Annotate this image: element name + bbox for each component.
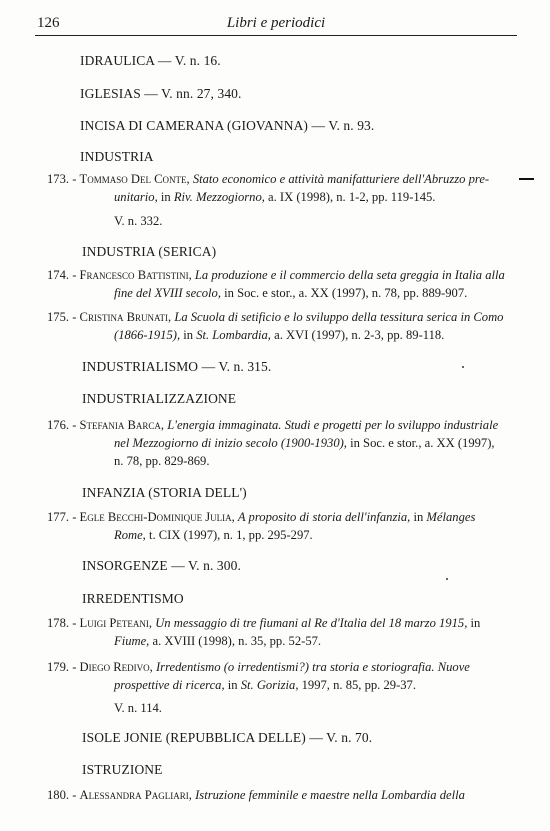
entry-journal: Riv. Mezzogiorno, [173, 190, 265, 204]
entry-journal: St. Lombardia, [196, 328, 271, 342]
entry-journal: St. Gorizia, [240, 678, 299, 692]
heading-industrializzazione: INDUSTRIALIZZAZIONE [82, 391, 237, 406]
heading-istruzione: ISTRUZIONE [82, 762, 163, 777]
heading-incisa: INCISA DI CAMERANA (GIOVANNA) — V. n. 93. [80, 118, 375, 133]
entry-journal: Fiume, [114, 634, 150, 648]
heading-iglesias: IGLESIAS — V. nn. 27, 340. [80, 86, 242, 101]
entry-179-line-2 [114, 678, 416, 693]
scan-speck [462, 366, 464, 368]
entry-173-line-1 [47, 172, 489, 187]
entry-author: Cristina Brunati, [79, 310, 172, 324]
running-header [35, 13, 517, 36]
entry-175-line-2 [114, 328, 444, 343]
entry-citation: in Soc. e stor., a. XX (1997), [346, 436, 495, 450]
entry-number: 180. - [47, 788, 77, 802]
entry-number: 176. - [47, 418, 77, 432]
entry-title-cont: nel Mezzogiorno di inizio secolo (1900-1930), [114, 436, 347, 450]
entry-number: 177. - [47, 510, 77, 524]
entry-175-line-1 [47, 310, 503, 325]
entry-176-line-3: n. 78, pp. 829-869. [114, 454, 210, 468]
heading-insorgenze: INSORGENZE — V. n. 300. [82, 558, 241, 573]
entry-number: 179. - [47, 660, 77, 674]
entry-author: Alessandra Pagliari, [79, 788, 192, 802]
entry-174-line-2 [114, 286, 467, 301]
entry-177-line-1 [47, 510, 475, 525]
entry-title: Istruzione femminile e maestre nella Lombardia della [195, 788, 465, 802]
entry-citation: a. XVIII (1998), n. 35, pp. 52-57. [149, 634, 322, 648]
entry-title: L'energia immaginata. Studi e progetti per lo sviluppo industriale [167, 418, 499, 432]
heading-industria: INDUSTRIA [80, 149, 154, 164]
entry-citation: t. CIX (1997), n. 1, pp. 295-297. [145, 528, 313, 542]
entry-citation: a. XVI (1997), n. 2-3, pp. 89-118. [270, 328, 445, 342]
scan-speck [446, 578, 448, 580]
heading-irredentismo: IRREDENTISMO [82, 591, 184, 606]
running-title: Libri e periodici [226, 15, 326, 31]
entry-number: 175. - [47, 310, 77, 324]
heading-industria-serica: INDUSTRIA (SERICA) [82, 244, 217, 259]
entry-178-line-2 [114, 634, 321, 649]
entry-173-line-2 [114, 190, 435, 205]
entry-number: 173. - [47, 172, 77, 186]
entry-author: Tommaso Del Conte, [79, 172, 190, 186]
entry-179-see: V. n. 114. [114, 701, 162, 715]
heading-industrialismo: INDUSTRIALISMO — V. n. 315. [82, 359, 272, 374]
entry-text: in [224, 678, 241, 692]
entry-177-line-2 [114, 528, 313, 543]
heading-infanzia: INFANZIA (STORIA DELL') [82, 485, 247, 500]
entry-title: Un messaggio di tre fiumani al Re d'Italia del 18 marzo 1915, [155, 616, 468, 630]
entry-journal-cont: Rome, [114, 528, 146, 542]
entry-text: in [180, 328, 197, 342]
entry-author: Stefania Barca, [79, 418, 165, 432]
entry-title-cont: (1866-1915), [114, 328, 181, 342]
entry-journal: Mélanges [426, 510, 476, 524]
entry-number: 178. - [47, 616, 77, 630]
entry-author: Egle Becchi-Dominique Julia, [79, 510, 235, 524]
entry-text: in [410, 510, 427, 524]
entry-176-line-2 [114, 436, 495, 451]
entry-number: 174. - [47, 268, 77, 282]
entry-title: La produzione e il commercio della seta greggia in Italia alla [194, 268, 505, 282]
entry-title: A proposito di storia dell'infanzia, [237, 510, 411, 524]
entry-author: Diego Redivo, [79, 660, 153, 674]
entry-author: Francesco Battistini, [79, 268, 192, 282]
heading-idraulica: IDRAULICA — V. n. 16. [80, 53, 221, 68]
heading-isole-jonie: ISOLE JONIE (REPUBBLICA DELLE) — V. n. 70. [82, 730, 373, 745]
entry-title: La Scuola di setificio e lo sviluppo della tessitura serica in Como [174, 310, 504, 324]
entry-text: in [157, 190, 174, 204]
entry-citation: in Soc. e stor., a. XX (1997), n. 78, pp. 889-907. [221, 286, 468, 300]
page-number: 126 [37, 15, 60, 31]
entry-180-line-1 [47, 788, 465, 803]
entry-citation: a. IX (1998), n. 1-2, pp. 119-145. [264, 190, 436, 204]
entry-title: Irredentismo (o irredentismi?) tra storia e storiografia. Nuove [155, 660, 470, 674]
entry-173-see: V. n. 332. [114, 214, 163, 228]
entry-176-line-1 [47, 418, 498, 433]
margin-mark [519, 178, 534, 180]
entry-179-line-1 [47, 660, 470, 675]
entry-title-cont: fine del XVIII secolo, [114, 286, 222, 300]
entry-title: Stato economico e attività manifatturiere dell'Abruzzo pre- [192, 172, 490, 186]
entry-title-cont: prospettive di ricerca, [114, 678, 225, 692]
entry-title-cont: unitario, [114, 190, 158, 204]
entry-author: Luigi Peteani, [79, 616, 153, 630]
entry-citation: 1997, n. 85, pp. 29-37. [298, 678, 417, 692]
entry-text: in [467, 616, 481, 630]
entry-178-line-1 [47, 616, 480, 631]
entry-174-line-1 [47, 268, 505, 283]
